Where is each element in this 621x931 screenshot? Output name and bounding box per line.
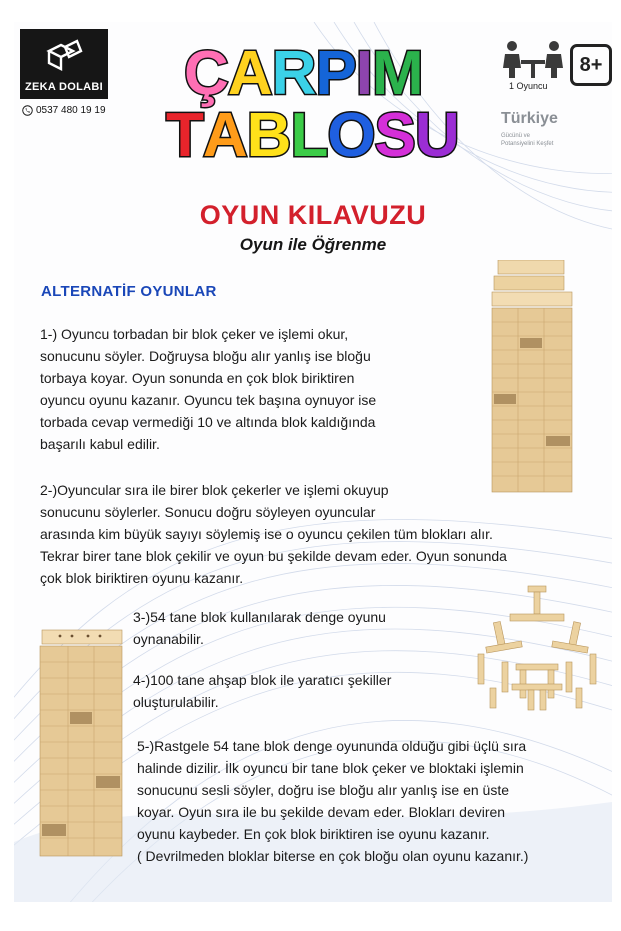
guide-title: OYUN KILAVUZU (199, 200, 427, 230)
title-letter: L (290, 101, 328, 170)
zeka-dolabi-logo (20, 29, 108, 99)
title-letter: A (227, 39, 272, 108)
rule-paragraph-1: 1-) Oyuncu torbadan bir blok çeker ve işlemi okur, sonucunu söyler. Doğruysa bloğu alır yanlış ise bloğu torbaya koyar. Oyun sonunda en çok blok biriktiren oyuncu oyunu kazanır. Oyuncu tek başına oynuyor ise torbada cevap vermediği 10 ve altında blok kaldığında başarılı kabul edilir. (40, 326, 377, 452)
age-badge: 8+ (570, 44, 612, 86)
title-letter: S (374, 101, 415, 170)
title-line-1 (184, 39, 423, 108)
turkiye-logo-word: Türkiye (501, 110, 558, 127)
title-letter: U (414, 101, 459, 170)
rule-paragraph-3: 3-)54 tane blok kullanılarak denge oyunu oynanabilir. (133, 609, 386, 647)
phone-number: 0537 480 19 19 (36, 105, 106, 116)
title-letter: T (166, 101, 203, 170)
turkiye-logo-sub: Gücünü ve Potansiyelini Keşfet (501, 133, 554, 147)
rule-paragraph-4: 4-)100 tane ahşap blok ile yaratıcı şekiller oluşturulabilir. (133, 672, 392, 710)
title-line-2 (166, 101, 459, 170)
phone-icon (22, 105, 33, 116)
wooden-tower-image-left (38, 622, 128, 862)
players-label: 1 Oyuncu (509, 81, 548, 91)
section-heading: ALTERNATİF OYUNLAR (41, 283, 217, 300)
title-letter: R (271, 39, 316, 108)
title-letter: O (327, 101, 375, 170)
guide-sheet (14, 22, 612, 902)
title-letter: A (202, 101, 247, 170)
rule-paragraph-2: 2-)Oyuncular sıra ile birer blok çekerler ve işlemi okuyup sonucunu söylerler. Sonucu doğru söyleyen oyuncular arasında kim büyük sayıyı söylemiş ise o oyuncu çekilen tüm blokları alır. Tekrar birer tane blok çekilir ve oyun bu şekilde devam eder. Oyun sonunda çok blok biriktiren oyunu kazanır. (40, 482, 507, 586)
title-letter: M (371, 39, 423, 108)
title-letter: Ç (184, 39, 228, 108)
title-letter: P (315, 39, 356, 108)
cube-logo-icon (45, 39, 83, 71)
rule-paragraph-5: 5-)Rastgele 54 tane blok denge oyununda olduğu gibi üçlü sıra halinde dizilir. İlk oyuncu bir tane blok çeker ve bloktaki işlemin sonucunu sesli söyler, doğru ise bloğu alır yanlış ise en üste koyar. Oyun sıra ile bu şekilde devam eder. Blokları deviren oyunu kaybeder. En çok blok biriktiren ise oyunu kazanır. ( Devrilmeden bloklar biterse en çok bloğu olan oyunu kazanır.) (137, 738, 529, 864)
brand-name: ZEKA DOLABI (24, 81, 104, 93)
wooden-tower-image-right (490, 260, 580, 500)
guide-subtitle: Oyun ile Öğrenme (239, 235, 387, 254)
players-icon (501, 40, 565, 80)
wooden-blocks-structure-image (472, 584, 602, 714)
title-letter: B (246, 101, 291, 170)
phone-contact (22, 105, 106, 116)
title-letter: I (355, 39, 372, 108)
